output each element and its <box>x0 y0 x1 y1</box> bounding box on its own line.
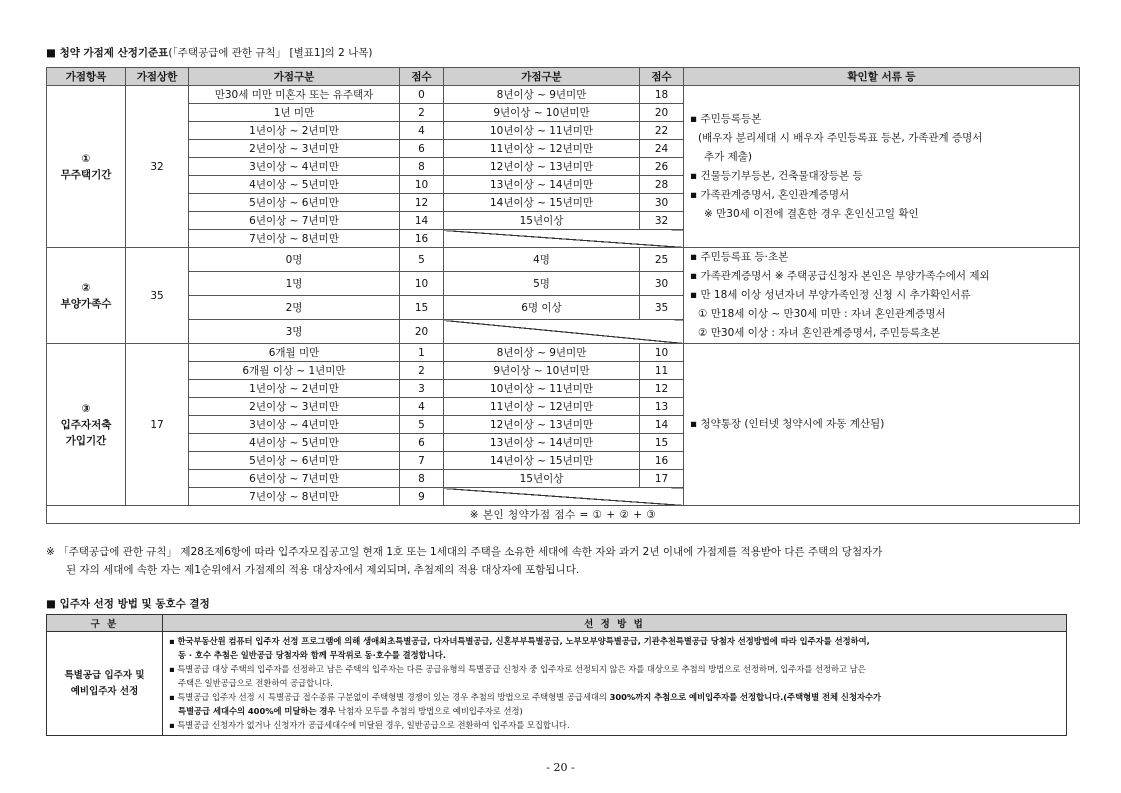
cell: 12 <box>640 380 684 398</box>
cell: 0 <box>400 86 444 104</box>
method-line <box>169 704 1062 718</box>
cell: 10년이상 ~ 11년미만 <box>444 380 640 398</box>
doc-line: ▪ 만 18세 이상 성년자녀 부양가족인정 신청 시 추가확인서류 <box>690 289 971 301</box>
cell: 24 <box>640 140 684 158</box>
cell: 9년이상 ~ 10년미만 <box>444 104 640 122</box>
table-row <box>47 86 1080 104</box>
total-row <box>47 506 1080 524</box>
cell: 7년이상 ~ 8년미만 <box>189 230 400 248</box>
cell: 8 <box>400 158 444 176</box>
cell: 16 <box>400 230 444 248</box>
doc-line: ▪ 건물등기부등본, 건축물대장등본 등 <box>690 169 863 182</box>
category-savings-period <box>47 344 126 506</box>
method-body <box>163 632 1067 736</box>
cell: 12 <box>400 194 444 212</box>
cell: 1년이상 ~ 2년미만 <box>189 122 400 140</box>
cell: 7 <box>400 452 444 470</box>
method-line: 주택은 일반공급으로 전환하여 공급합니다. <box>178 678 333 688</box>
table-header-row <box>47 615 1067 632</box>
cell: 4명 <box>444 248 640 272</box>
cell: 11년이상 ~ 12년미만 <box>444 398 640 416</box>
cell: 15 <box>400 296 444 320</box>
cell: 9년이상 ~ 10년미만 <box>444 362 640 380</box>
empty-diagonal-cell <box>444 488 684 506</box>
cell: 2년이상 ~ 3년미만 <box>189 140 400 158</box>
cell: 14년이상 ~ 15년미만 <box>444 452 640 470</box>
cell: 6년이상 ~ 7년미만 <box>189 212 400 230</box>
category-homeless-period <box>47 86 126 248</box>
cell: 16 <box>640 452 684 470</box>
cell: 7년이상 ~ 8년미만 <box>189 488 400 506</box>
cell: 4 <box>400 122 444 140</box>
cell: 32 <box>640 212 684 230</box>
cell: 0명 <box>189 248 400 272</box>
cell: 2 <box>400 104 444 122</box>
table-row <box>47 632 1067 736</box>
cell: 4년이상 ~ 5년미만 <box>189 434 400 452</box>
doc-line: ※ 만30세 이전에 결혼한 경우 혼인신고일 확인 <box>704 207 919 220</box>
empty-diagonal-cell <box>444 320 684 344</box>
cell: 1년 미만 <box>189 104 400 122</box>
cell: 8년이상 ~ 9년미만 <box>444 344 640 362</box>
header-cell: 점수 <box>640 68 684 86</box>
category-name: 무주택기간 <box>60 168 112 181</box>
table-header-row <box>47 68 1080 86</box>
category-number: ③ <box>81 402 91 415</box>
category-max: 35 <box>126 248 189 344</box>
cell: 1명 <box>189 272 400 296</box>
table-row <box>47 248 1080 272</box>
cell: 5 <box>400 248 444 272</box>
doc-line: (배우자 분리세대 시 배우자 주민등록표 등본, 가족관계 증명서 <box>698 131 983 144</box>
category-number: ② <box>81 281 91 294</box>
docs-cell <box>684 344 1080 506</box>
cell: 8년이상 ~ 9년미만 <box>444 86 640 104</box>
cell: 25 <box>640 248 684 272</box>
section-1-title-bold: ■ 청약 가점제 산정기준표 <box>46 47 169 59</box>
point-criteria-table <box>46 67 1080 524</box>
doc-line: ② 만30세 이상 : 자녀 혼인관계증명서, 주민등록초본 <box>698 327 941 339</box>
cell: 4년이상 ~ 5년미만 <box>189 176 400 194</box>
header-cell: 가점항목 <box>47 68 126 86</box>
cell: 18 <box>640 86 684 104</box>
cell: 13 <box>640 398 684 416</box>
category-number: ① <box>81 152 91 165</box>
cell: 35 <box>640 296 684 320</box>
cell: 4 <box>400 398 444 416</box>
cell: 12년이상 ~ 13년미만 <box>444 416 640 434</box>
cell: 6명 이상 <box>444 296 640 320</box>
category-max: 32 <box>126 86 189 248</box>
cell: 30 <box>640 194 684 212</box>
note-line: ※ 「주택공급에 관한 규칙」 제28조제6항에 따라 입주자모집공고일 현재 1호 또는 1세대의 주택을 소유한 세대에 속한 자와 과거 2년 이내에 가점제를 적용받아 다른 주택의 당첨자가 <box>46 546 883 558</box>
note-line: 된 자의 세대에 속한 자는 제1순위에서 가점제의 적용 대상자에서 제외되며, 추첨제의 적용 대상자에 포함됩니다. <box>66 564 580 576</box>
cell: 6 <box>400 140 444 158</box>
total-formula: ※ 본인 청약가점 점수 = ① + ② + ③ <box>47 506 1080 524</box>
docs-cell <box>684 248 1080 344</box>
category-name: 가입기간 <box>65 434 107 447</box>
cell: 17 <box>640 470 684 488</box>
doc-line: ▪ 가족관계증명서, 혼인관계증명서 <box>690 188 850 201</box>
selection-method-table <box>46 614 1067 736</box>
cell: 11년이상 ~ 12년미만 <box>444 140 640 158</box>
cell: 15년이상 <box>444 212 640 230</box>
cell: 2 <box>400 362 444 380</box>
method-line: ▪ 특별공급 신청자가 없거나 신청자가 공급세대수에 미달된 경우, 일반공급으로 전환하여 입주자를 모집합니다. <box>169 720 570 730</box>
cell: 14 <box>640 416 684 434</box>
header-cell: 가점구분 <box>189 68 400 86</box>
cell: 13년이상 ~ 14년미만 <box>444 176 640 194</box>
header-cell: 점수 <box>400 68 444 86</box>
cell: 1년이상 ~ 2년미만 <box>189 380 400 398</box>
row-label <box>47 632 163 736</box>
empty-diagonal-cell <box>444 230 684 248</box>
page-number: - 20 - <box>546 761 575 774</box>
header-cell: 구 분 <box>47 615 163 632</box>
rule-note <box>46 543 1086 579</box>
cell: 2년이상 ~ 3년미만 <box>189 398 400 416</box>
method-line <box>169 690 1062 704</box>
cell: 5명 <box>444 272 640 296</box>
section-2-title: ■ 입주자 선정 방법 및 동호수 결정 <box>46 598 210 610</box>
cell: 6년이상 ~ 7년미만 <box>189 470 400 488</box>
cell: 3년이상 ~ 4년미만 <box>189 416 400 434</box>
cell: 3명 <box>189 320 400 344</box>
doc-line: ① 만18세 이상 ~ 만30세 미만 : 자녀 혼인관계증명서 <box>698 308 946 320</box>
header-cell: 가점구분 <box>444 68 640 86</box>
header-cell: 확인할 서류 등 <box>684 68 1080 86</box>
header-cell: 선 정 방 법 <box>163 615 1067 632</box>
cell: 3년이상 ~ 4년미만 <box>189 158 400 176</box>
cell: 11 <box>640 362 684 380</box>
doc-line: ▪ 청약통장 (인터넷 청약시에 자동 계산됨) <box>690 418 885 430</box>
row-label-line: 예비입주자 선정 <box>70 685 139 697</box>
header-cell: 가점상한 <box>126 68 189 86</box>
cell: 3 <box>400 380 444 398</box>
cell: 26 <box>640 158 684 176</box>
category-max: 17 <box>126 344 189 506</box>
section-1-title-rest: (「주택공급에 관한 규칙」 [별표1]의 2 나목) <box>168 47 373 59</box>
method-text-bold: 특별공급 세대수의 400%에 미달하는 경우 <box>178 706 336 716</box>
docs-cell <box>684 86 1080 248</box>
cell: 20 <box>640 104 684 122</box>
cell: 6개월 이상 ~ 1년미만 <box>189 362 400 380</box>
cell: 12년이상 ~ 13년미만 <box>444 158 640 176</box>
category-name: 입주자저축 <box>60 418 112 431</box>
row-label-line: 특별공급 입주자 및 <box>64 669 145 681</box>
method-line: ▪ 한국부동산원 컴퓨터 입주자 선정 프로그램에 의해 생애최초특별공급, 다자녀특별공급, 신혼부부특별공급, 노부모부양특별공급, 기관추천특별공급 당첨자 선정방법에 따라 입주자를 선정하여, <box>169 636 870 646</box>
cell: 9 <box>400 488 444 506</box>
cell: 5년이상 ~ 6년미만 <box>189 452 400 470</box>
cell: 15년이상 <box>444 470 640 488</box>
cell: 10 <box>400 176 444 194</box>
cell: 5 <box>400 416 444 434</box>
cell: 15 <box>640 434 684 452</box>
cell: 20 <box>400 320 444 344</box>
cell: 14 <box>400 212 444 230</box>
cell: 10 <box>640 344 684 362</box>
category-name: 부양가족수 <box>60 297 112 310</box>
cell: 만30세 미만 미혼자 또는 유주택자 <box>189 86 400 104</box>
category-dependents <box>47 248 126 344</box>
method-text: 낙첨자 모두를 추첨의 방법으로 예비입주자로 선정) <box>335 706 523 716</box>
doc-line: ▪ 주민등록등본 <box>690 112 762 125</box>
section-1-title <box>46 45 373 60</box>
doc-line: ▪ 가족관계증명서 ※ 주택공급신청자 본인은 부양가족수에서 제외 <box>690 270 990 282</box>
cell: 28 <box>640 176 684 194</box>
cell: 22 <box>640 122 684 140</box>
cell: 2명 <box>189 296 400 320</box>
method-text: ▪ 특별공급 입주자 선정 시 특별공급 접수종류 구분없이 주택형별 경쟁이 있는 경우 추첨의 방법으로 주택형별 공급세대의 <box>169 692 610 702</box>
cell: 30 <box>640 272 684 296</box>
doc-line: 추가 제출) <box>704 150 753 163</box>
cell: 8 <box>400 470 444 488</box>
cell: 10년이상 ~ 11년미만 <box>444 122 640 140</box>
method-line: ▪ 특별공급 대상 주택의 입주자를 선정하고 남은 주택의 입주자는 다른 공급유형의 특별공급 신청자 중 입주자로 선정되지 않은 자를 대상으로 추첨의 방법으로 선정하며, 입주자를 선정하고 남은 <box>169 664 866 674</box>
doc-line: ▪ 주민등록표 등·초본 <box>690 251 789 263</box>
method-line: 동 · 호수 추첨은 일반공급 당첨자와 함께 무작위로 동·호수를 결정합니다. <box>178 650 446 660</box>
cell: 6개월 미만 <box>189 344 400 362</box>
method-text-bold: 300%까지 추첨으로 예비입주자를 선정합니다.(주택형별 전체 신청자수가 <box>609 692 881 702</box>
cell: 5년이상 ~ 6년미만 <box>189 194 400 212</box>
cell: 14년이상 ~ 15년미만 <box>444 194 640 212</box>
cell: 13년이상 ~ 14년미만 <box>444 434 640 452</box>
table-row <box>47 344 1080 362</box>
cell: 1 <box>400 344 444 362</box>
cell: 10 <box>400 272 444 296</box>
cell: 6 <box>400 434 444 452</box>
